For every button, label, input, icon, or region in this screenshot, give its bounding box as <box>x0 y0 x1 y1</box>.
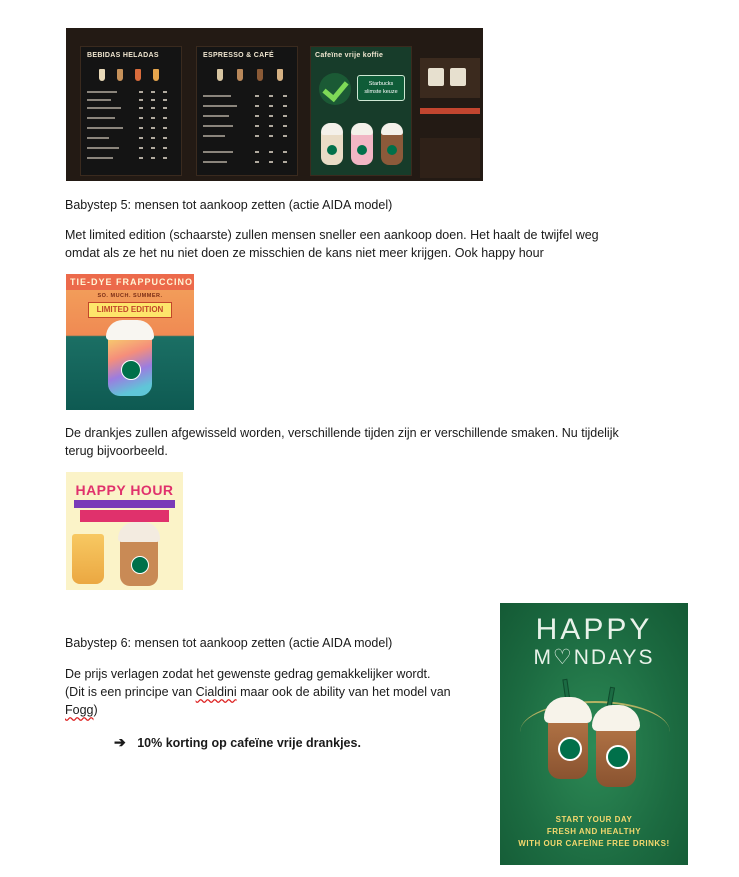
poster-title: HAPPY <box>535 613 653 646</box>
discount-text: 10% korting op cafeïne vrije drankjes. <box>137 736 361 750</box>
tiedye-frappuccino-poster <box>66 274 194 410</box>
menu-board-decaf <box>310 46 412 176</box>
poster-tagline: FRESH AND HEALTHY <box>546 827 642 836</box>
babystep6-line: De prijs verlagen zodat het gewenste gedrag gemakkelijker wordt. <box>65 667 431 681</box>
menu-board-photo <box>66 28 483 181</box>
menu-board-title: BEBIDAS HELADAS <box>87 52 159 59</box>
starbucks-logo-icon <box>558 737 582 761</box>
spellcheck-word: Cialdini <box>195 685 237 699</box>
checkmark-icon <box>319 73 351 105</box>
poster-title: M♡NDAYS <box>533 646 655 669</box>
frappuccino-cup-image <box>108 334 152 396</box>
spellcheck-word: Fogg <box>65 703 94 717</box>
discount-bullet <box>114 733 361 752</box>
drink-cup-image <box>596 725 636 787</box>
babystep5-heading: Babystep 5: mensen tot aankoop zetten (actie AIDA model) <box>65 198 393 212</box>
poster-title: HAPPY HOUR <box>75 482 174 498</box>
badge-line: slimste keuze <box>364 89 398 95</box>
rotation-line: terug bijvoorbeeld. <box>65 444 168 458</box>
poster-tagline: START YOUR DAY <box>555 815 633 824</box>
poster-subtitle: SO. MUCH. SUMMER. <box>97 293 163 299</box>
arrow-right-icon: ➔ <box>114 734 126 750</box>
poster-tagline: WITH OUR CAFEÏNE FREE DRINKS! <box>518 839 670 848</box>
menu-board-title: ESPRESSO & CAFÉ <box>203 52 275 59</box>
babystep6-heading: Babystep 6: mensen tot aankoop zetten (actie AIDA model) <box>65 636 393 650</box>
happy-mondays-poster <box>500 603 688 865</box>
babystep6-line: Fogg) <box>65 703 98 717</box>
smart-choice-badge <box>357 75 405 101</box>
starbucks-logo-icon <box>131 556 149 574</box>
badge-line: Starbucks <box>368 81 394 87</box>
poster-title: TIE-DYE FRAPPUCCINO <box>70 277 194 287</box>
babystep5-line: Met limited edition (schaarste) zullen mensen sneller een aankoop doen. Het haalt de twijfel weg <box>65 228 599 242</box>
drink-cup-image <box>72 534 104 584</box>
starbucks-logo-icon <box>121 360 141 380</box>
limited-edition-badge: LIMITED EDITION <box>88 302 172 318</box>
menu-board-title: Cafeïne vrije koffie <box>315 52 384 59</box>
rotation-line: De drankjes zullen afgewisseld worden, verschillende tijden zijn er verschillende smaken. Nu tijdelijk <box>65 426 619 440</box>
starbucks-logo-icon <box>606 745 630 769</box>
babystep6-line: (Dit is een principe van Cialdini maar ook de ability van het model van <box>65 685 451 699</box>
happy-hour-poster <box>66 472 183 590</box>
menu-board-espresso <box>196 46 298 176</box>
drink-cup-image <box>548 717 588 779</box>
babystep5-line: omdat als ze het nu niet doen ze misschien de kans niet meer krijgen. Ook happy hour <box>65 246 544 260</box>
menu-board-cold-drinks <box>80 46 182 176</box>
drink-cup-image <box>120 538 158 586</box>
